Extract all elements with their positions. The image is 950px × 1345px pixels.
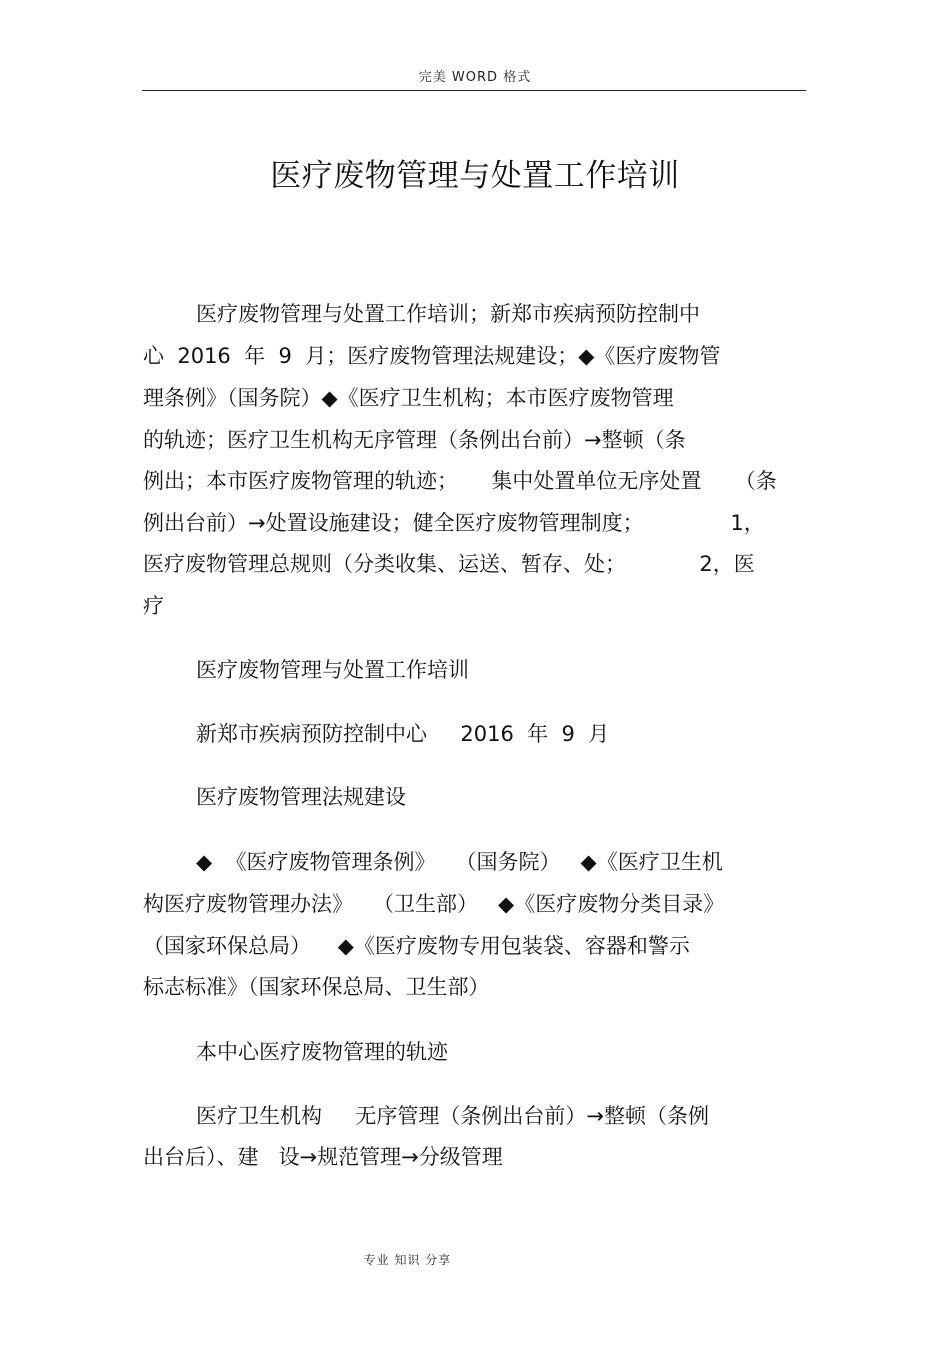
paragraph-4-line-1: 医疗废物管理法规建设: [196, 785, 406, 809]
header-rule: [142, 90, 806, 91]
paragraph-3-line-1: 新郑市疾病预防控制中心 2016 年 9 月: [196, 722, 610, 746]
paragraph-7-line-1: 医疗卫生机构 无序管理（条例出台前）→整顿（条例: [196, 1104, 709, 1128]
page-footer: 专业 知识 分享: [363, 1253, 452, 1267]
paragraph-1-line-8: 疗: [143, 594, 164, 618]
paragraph-1-line-3: 理条例》（国务院）◆《医疗卫生机构；本市医疗废物管理: [143, 386, 674, 410]
paragraph-1-line-7: 医疗废物管理总规则（分类收集、运送、暂存、处； 2，医: [143, 552, 755, 576]
paragraph-6-line-1: 本中心医疗废物管理的轨迹: [196, 1040, 448, 1064]
paragraph-2-line-1: 医疗废物管理与处置工作培训: [196, 658, 469, 682]
paragraph-1-line-6: 例出台前）→处置设施建设；健全医疗废物管理制度； 1，: [143, 511, 765, 535]
paragraph-7-line-2: 出台后）、建 设→规范管理→分级管理: [143, 1145, 503, 1169]
paragraph-1-line-1: 医疗废物管理与处置工作培训；新郑市疾病预防控制中: [196, 302, 700, 326]
paragraph-1-line-4: 的轨迹；医疗卫生机构无序管理（条例出台前）→整顿（条: [143, 428, 686, 452]
paragraph-5-line-4: 标志标准》（国家环保总局、卫生部）: [143, 975, 490, 999]
document-title: 医疗废物管理与处置工作培训: [270, 158, 680, 194]
paragraph-5-line-2: 构医疗废物管理办法》 （卫生部） ◆《医疗废物分类目录》: [143, 892, 725, 916]
paragraph-5-line-1: ◆ 《医疗废物管理条例》 （国务院） ◆《医疗卫生机: [196, 850, 723, 874]
paragraph-1-line-2: 心 2016 年 9 月；医疗废物管理法规建设；◆《医疗废物管: [143, 344, 721, 368]
paragraph-5-line-3: （国家环保总局） ◆《医疗废物专用包装袋、容器和警示: [143, 934, 690, 958]
paragraph-1-line-5: 例出；本市医疗废物管理的轨迹； 集中处置单位无序处置 （条: [143, 469, 777, 493]
page-header: 完美 WORD 格式: [418, 70, 532, 85]
